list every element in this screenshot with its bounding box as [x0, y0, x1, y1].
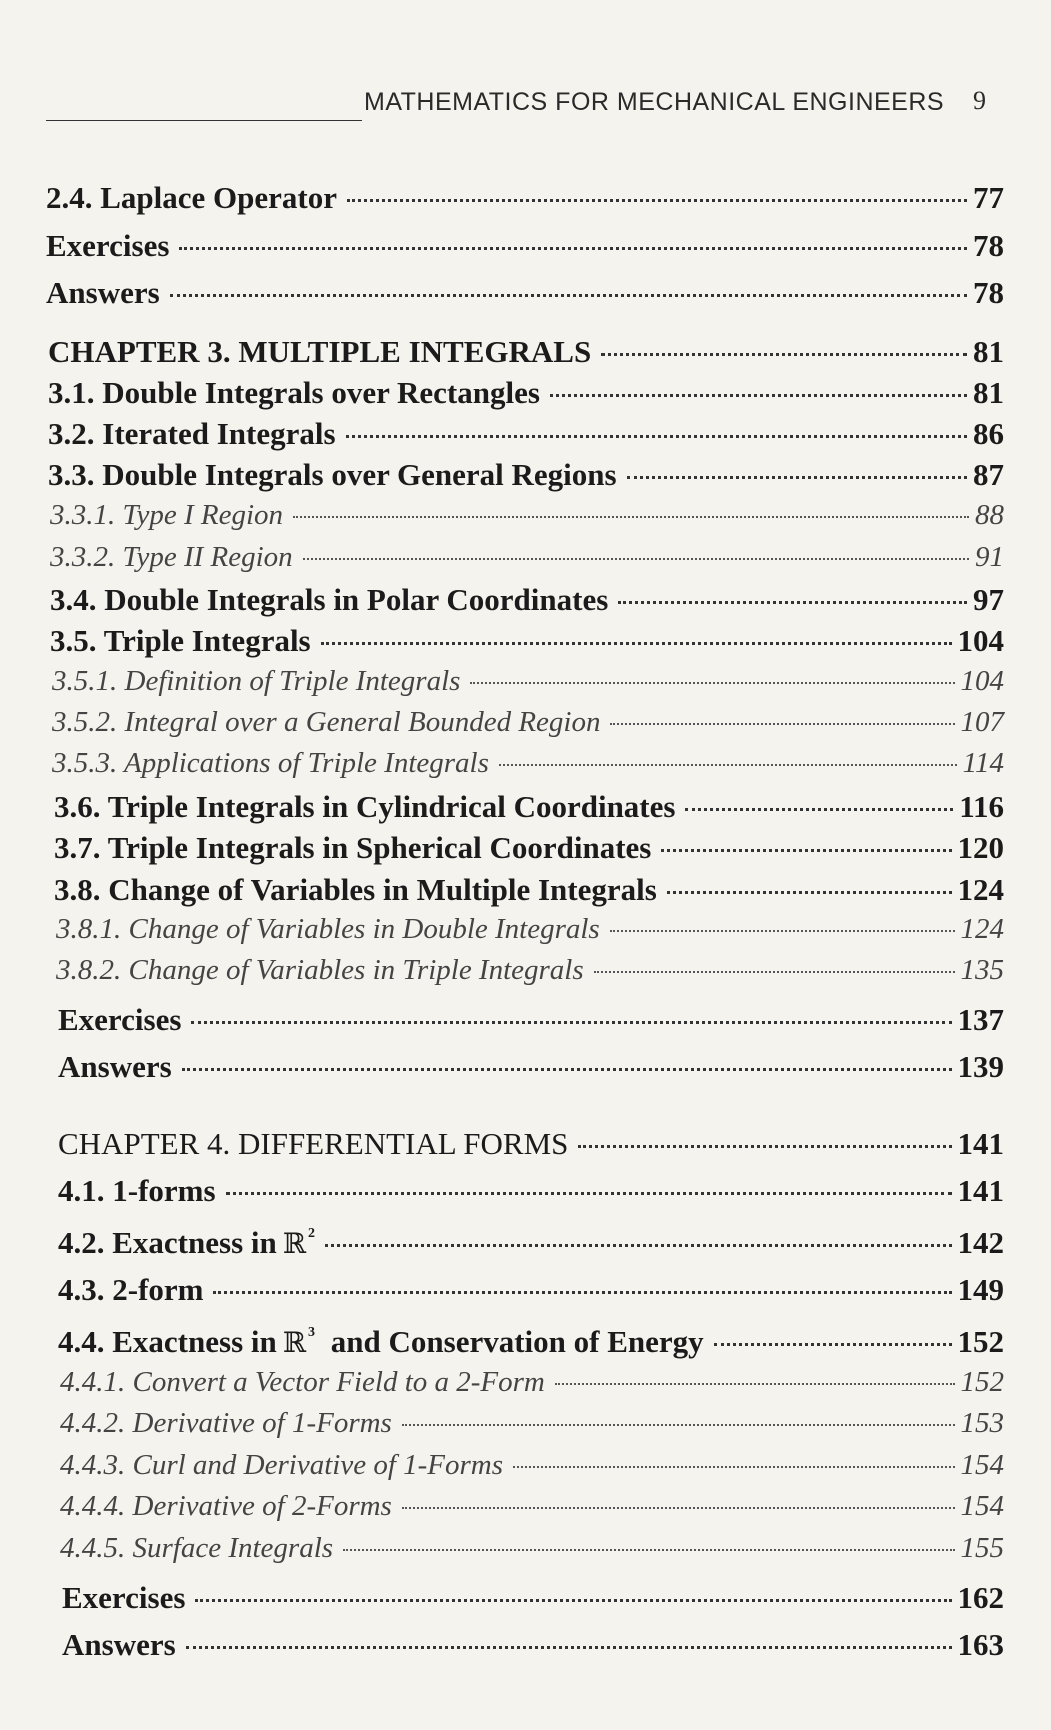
dot-leader [346, 435, 967, 438]
toc-subentry [60, 1449, 1004, 1489]
toc-entry-page: 124 [960, 913, 1004, 945]
toc-entry-page: 137 [957, 1002, 1004, 1037]
toc-subentry [50, 541, 1004, 581]
toc-entry-page: 124 [957, 872, 1004, 907]
real-numbers-symbol: ℝ [282, 1326, 307, 1359]
toc-entry-title: 2.4. Laplace Operator [46, 180, 338, 215]
dot-leader [513, 1466, 954, 1468]
toc-entry-page: 78 [973, 228, 1004, 263]
toc-entry-title: Exercises [58, 1002, 182, 1037]
toc-entry-title: Answers [62, 1627, 176, 1662]
toc-entry-page: 97 [973, 582, 1004, 617]
toc-entry-title: 3.1. Double Integrals over Rectangles [48, 375, 540, 410]
toc-entry-title: 4.4.5. Surface Integrals [60, 1532, 334, 1564]
toc-entry-page: 149 [957, 1272, 1004, 1307]
toc-entry-page: 142 [957, 1225, 1004, 1260]
toc-chapter [58, 1126, 1004, 1166]
dot-leader [325, 1244, 951, 1247]
toc-chapter [48, 334, 1004, 374]
running-header [46, 84, 994, 124]
dot-leader [321, 642, 952, 645]
dot-leader [182, 1068, 952, 1071]
toc-entry-title: 3.3.1. Type I Region [50, 499, 284, 531]
toc-entry [46, 180, 1004, 220]
toc-entry-text: 4.2. Exactness in [58, 1225, 277, 1260]
toc-entry [46, 228, 1004, 268]
toc-entry [54, 872, 1004, 912]
dot-leader [685, 808, 953, 811]
toc-entry-title: 3.7. Triple Integrals in Spherical Coordinates [54, 830, 652, 865]
toc-subentry [60, 1407, 1004, 1447]
toc-entry-page: 104 [960, 665, 1004, 697]
toc-subentry [56, 954, 1004, 994]
dot-leader [343, 1549, 954, 1551]
toc-entry-title: 3.8. Change of Variables in Multiple Integrals [54, 872, 657, 907]
book-title: MATHEMATICS FOR MECHANICAL ENGINEERS [364, 88, 945, 116]
toc-entry-title: Exercises [62, 1580, 186, 1615]
toc-entry-title: Exercises [46, 228, 170, 263]
toc-entry [62, 1580, 1004, 1620]
toc-entry-title: 4.1. 1-forms [58, 1173, 216, 1208]
toc-entry-page: 162 [957, 1580, 1004, 1615]
toc-entry-title: 3.6. Triple Integrals in Cylindrical Coordinates [54, 789, 676, 824]
toc-entry-title [58, 1225, 321, 1261]
dot-leader [191, 1021, 951, 1024]
toc-entry-title: 3.5.2. Integral over a General Bounded Region [52, 706, 601, 738]
toc-entry-page: 88 [975, 499, 1004, 531]
toc-entry-page: 153 [960, 1407, 1004, 1439]
toc-entry [54, 789, 1004, 829]
toc-entry [46, 275, 1004, 315]
toc-entry [62, 1627, 1004, 1667]
toc-entry-page: 91 [975, 541, 1004, 573]
toc-entry [50, 582, 1004, 622]
toc-entry-page: 107 [960, 706, 1004, 738]
toc-entry [48, 457, 1004, 497]
toc-entry-title: Answers [58, 1049, 172, 1084]
toc-entry [54, 830, 1004, 870]
toc-entry [58, 1225, 1004, 1265]
toc-entry-page: 86 [973, 416, 1004, 451]
toc-entry [58, 1049, 1004, 1089]
toc-subentry [60, 1490, 1004, 1530]
page-number: 9 [973, 86, 986, 115]
dot-leader [610, 723, 954, 725]
dot-leader [402, 1424, 955, 1426]
superscript: 3 [308, 1325, 316, 1340]
dot-leader [555, 1383, 955, 1385]
toc-entry-page: 139 [957, 1049, 1004, 1084]
toc-subentry [56, 913, 1004, 953]
toc-entry-page: 120 [957, 830, 1004, 865]
toc-entry-title: 3.5.1. Definition of Triple Integrals [52, 665, 461, 697]
toc-entry-title: 4.4.4. Derivative of 2-Forms [60, 1490, 392, 1522]
toc-entry [50, 623, 1004, 663]
toc-entry-title: CHAPTER 3. MULTIPLE INTEGRALS [48, 334, 592, 369]
header-rule [46, 120, 362, 121]
toc-entry-title: 3.2. Iterated Integrals [48, 416, 336, 451]
dot-leader [618, 601, 967, 604]
toc-entry-page: 135 [960, 954, 1004, 986]
dot-leader [293, 516, 969, 518]
toc-entry [58, 1324, 1004, 1364]
toc-entry-text: and Conservation of Energy [330, 1324, 704, 1359]
toc-subentry [52, 747, 1004, 787]
toc-entry-page: 154 [960, 1449, 1004, 1481]
dot-leader [610, 930, 955, 932]
dot-leader [347, 199, 967, 202]
toc-entry-page: 152 [957, 1324, 1004, 1359]
dot-leader [714, 1343, 952, 1346]
real-numbers-symbol: ℝ [282, 1227, 307, 1260]
toc-entry-page: 163 [957, 1627, 1004, 1662]
toc-entry-title: 3.4. Double Integrals in Polar Coordinates [50, 582, 609, 617]
toc-entry-page: 114 [962, 747, 1004, 779]
toc-entry-page: 81 [973, 334, 1004, 369]
toc-entry-title [58, 1324, 710, 1360]
toc-entry-title: 3.5.3. Applications of Triple Integrals [52, 747, 489, 779]
dot-leader [499, 764, 957, 766]
dot-leader [661, 849, 951, 852]
toc-entry-page: 81 [973, 375, 1004, 410]
dot-leader [170, 294, 967, 297]
toc-entry-title: 4.4.2. Derivative of 1-Forms [60, 1407, 392, 1439]
dot-leader [667, 891, 952, 894]
toc-entry-page: 141 [957, 1173, 1004, 1208]
toc-subentry [60, 1532, 1004, 1572]
dot-leader [179, 247, 967, 250]
toc-subentry [60, 1366, 1004, 1406]
toc-entry-page: 87 [973, 457, 1004, 492]
dot-leader [594, 971, 955, 973]
toc-entry-title: 4.4.3. Curl and Derivative of 1-Forms [60, 1449, 504, 1481]
toc-entry-page: 77 [973, 180, 1004, 215]
dot-leader [226, 1192, 952, 1195]
dot-leader [195, 1599, 951, 1602]
toc-entry-page: 104 [957, 623, 1004, 658]
toc-entry-page: 116 [959, 789, 1004, 824]
toc-entry-title: 3.8.1. Change of Variables in Double Integrals [56, 913, 600, 945]
toc-entry-title: 4.4.1. Convert a Vector Field to a 2-Form [60, 1366, 545, 1398]
dot-leader [470, 682, 954, 684]
dot-leader [186, 1646, 952, 1649]
dot-leader [402, 1507, 955, 1509]
toc-subentry [50, 499, 1004, 539]
dot-leader [578, 1145, 951, 1148]
toc-subentry [52, 706, 1004, 746]
dot-leader [213, 1291, 951, 1294]
toc-entry-title: 3.5. Triple Integrals [50, 623, 311, 658]
toc-entry-title: CHAPTER 4. DIFFERENTIAL FORMS [58, 1126, 569, 1161]
toc-entry [48, 416, 1004, 456]
dot-leader [550, 394, 967, 397]
toc-entry-title: 4.3. 2-form [58, 1272, 204, 1307]
dot-leader [627, 476, 967, 479]
toc-entry-page: 78 [973, 275, 1004, 310]
toc-entry-text: 4.4. Exactness in [58, 1324, 277, 1359]
toc-entry-title: 3.3.2. Type II Region [50, 541, 293, 573]
toc-entry-title: Answers [46, 275, 160, 310]
toc-entry-page: 141 [957, 1126, 1004, 1161]
toc-entry [58, 1002, 1004, 1042]
dot-leader [303, 558, 969, 560]
toc-entry-title: 3.3. Double Integrals over General Regions [48, 457, 617, 492]
toc-entry [58, 1272, 1004, 1312]
toc-entry-page: 154 [960, 1490, 1004, 1522]
superscript: 2 [308, 1226, 316, 1241]
toc-entry-page: 155 [960, 1532, 1004, 1564]
toc-entry [48, 375, 1004, 415]
toc-entry-page: 152 [960, 1366, 1004, 1398]
toc-entry-title: 3.8.2. Change of Variables in Triple Integrals [56, 954, 584, 986]
toc-subentry [52, 665, 1004, 705]
toc-entry [58, 1173, 1004, 1213]
dot-leader [601, 353, 967, 356]
